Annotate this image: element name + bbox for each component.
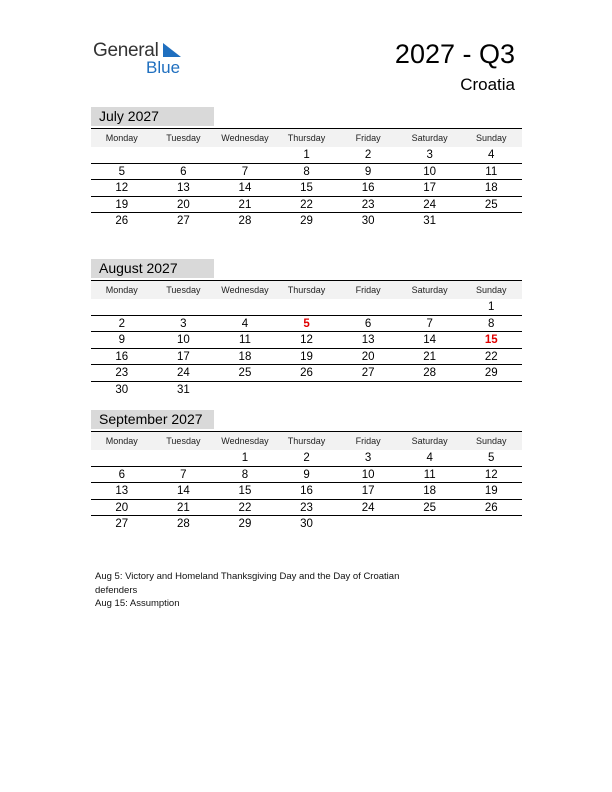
week-row [91,164,522,181]
weekday-label: Saturday [411,133,448,143]
week-row [91,450,522,467]
day-cell: 9 [303,468,310,481]
weekday-label: Thursday [287,133,326,143]
day-cell: 22 [484,350,498,363]
month-block [91,259,522,398]
weekday-header [91,128,522,147]
week-row [91,516,522,533]
week-row [91,483,522,500]
day-cell: 23 [300,501,313,514]
day-cell: 26 [300,367,313,379]
week-row [91,213,522,230]
day-cell: 18 [238,350,252,363]
day-cell: 19 [300,350,313,363]
day-cell: 13 [361,334,375,346]
day-cell: 30 [361,215,375,227]
week-row [91,500,522,517]
logo-general-text: General [93,40,159,61]
day-cell: 7 [180,468,187,481]
day-cell: 29 [300,215,313,227]
brand-logo [93,40,188,80]
day-cell: 18 [423,485,437,497]
day-cell: 10 [176,334,190,346]
day-cell: 21 [176,501,190,514]
day-cell: 4 [488,149,495,161]
holiday-day-cell: 5 [303,317,310,330]
day-cell: 31 [423,215,437,227]
day-cell [91,450,153,466]
day-cell: 1 [488,301,495,313]
day-cell: 13 [176,182,190,194]
day-cell [337,382,399,399]
day-cell: 16 [115,350,129,363]
day-cell: 28 [423,367,437,379]
day-cell: 25 [423,501,437,514]
day-cell [91,299,153,315]
weekday-label: Friday [355,436,381,446]
day-cell [399,299,461,315]
day-cell: 7 [426,317,433,330]
day-cell: 14 [238,182,252,194]
weekday-label: Saturday [411,436,448,446]
day-cell [337,516,399,533]
weekday-label: Wednesday [221,133,269,143]
day-cell [460,213,522,230]
day-cell [460,382,522,399]
weekday-label: Tuesday [166,436,201,446]
weekday-label: Thursday [287,436,326,446]
day-cell: 25 [484,198,498,211]
day-cell: 5 [488,452,495,464]
day-cell: 23 [115,367,129,379]
day-cell: 18 [484,182,498,194]
day-cell: 6 [364,317,372,330]
month-block [91,107,522,230]
day-cell: 11 [485,165,498,178]
week-row [91,180,522,197]
day-cell: 17 [361,485,375,497]
day-cell: 21 [423,350,437,363]
holiday-note: Aug 15: Assumption [95,598,180,609]
day-cell [214,147,276,163]
day-cell: 31 [176,383,190,396]
day-cell: 6 [118,468,125,481]
day-cell: 20 [115,501,129,514]
week-row [91,467,522,484]
day-cell: 27 [176,215,190,227]
day-cell [153,299,215,315]
day-cell: 27 [361,367,375,379]
weekday-label: Thursday [287,285,326,295]
day-cell: 23 [361,198,375,211]
day-cell: 12 [115,182,129,194]
day-cell: 26 [484,501,498,514]
day-cell: 20 [361,350,375,363]
day-cell: 5 [118,165,125,178]
day-cell: 22 [300,198,313,211]
day-cell [399,382,461,399]
day-cell: 7 [241,165,249,178]
page-title: 2027 - Q3 [394,39,515,69]
day-cell [91,147,153,163]
month-title: July 2027 [91,107,214,126]
day-cell: 16 [300,485,313,497]
day-cell: 14 [423,334,437,346]
day-cell: 19 [115,198,129,211]
day-cell: 4 [241,317,249,330]
day-cell: 29 [484,367,498,379]
day-cell: 3 [426,149,433,161]
day-cell: 8 [241,468,249,481]
day-cell: 20 [176,198,190,211]
day-cell: 10 [361,468,375,481]
weekday-label: Monday [105,285,138,295]
day-cell [214,382,276,399]
weekday-label: Tuesday [166,285,201,295]
day-cell: 2 [118,317,125,330]
week-row [91,349,522,366]
day-cell: 30 [115,383,129,396]
day-cell: 3 [364,452,372,464]
day-cell: 25 [238,367,252,379]
day-cell: 1 [303,149,310,161]
logo-blue-text: Blue [146,58,181,77]
weekday-label: Wednesday [221,285,269,295]
day-cell: 14 [176,485,190,497]
country-name: Croatia [460,75,515,94]
day-cell: 9 [364,165,372,178]
day-cell: 22 [238,501,252,514]
week-row [91,147,522,164]
weekday-label: Monday [105,436,138,446]
weekday-label: Saturday [411,285,448,295]
day-cell: 17 [176,350,190,363]
day-cell [399,516,461,533]
day-cell: 8 [303,165,310,178]
day-cell: 12 [300,334,313,346]
day-cell: 28 [238,215,252,227]
weekday-label: Tuesday [166,133,201,143]
day-cell [337,299,399,315]
day-cell [460,516,522,533]
day-cell: 11 [238,334,251,346]
day-cell: 2 [303,452,310,464]
day-cell: 4 [426,452,433,464]
weekday-header [91,431,522,450]
day-cell: 16 [361,182,375,194]
week-row [91,365,522,382]
day-cell: 11 [423,468,436,481]
day-cell: 26 [115,215,129,227]
day-cell: 13 [115,485,129,497]
day-cell: 24 [176,367,190,379]
day-cell: 19 [484,485,498,497]
day-cell: 12 [484,468,498,481]
weekday-label: Monday [105,133,138,143]
day-cell: 29 [238,518,252,530]
day-cell: 28 [176,518,190,530]
day-cell [276,382,338,399]
day-cell: 10 [423,165,437,178]
weekday-label: Sunday [475,436,507,446]
month-title: September 2027 [91,410,214,429]
day-cell: 17 [423,182,437,194]
weekday-label: Sunday [475,285,507,295]
weekday-label: Sunday [475,133,507,143]
day-cell: 9 [118,334,125,346]
day-cell: 30 [300,518,313,530]
week-row [91,316,522,333]
day-cell: 2 [364,149,372,161]
day-cell: 24 [361,501,375,514]
day-cell [276,299,338,315]
week-row [91,299,522,316]
day-cell: 15 [238,485,252,497]
week-row [91,382,522,399]
day-cell [214,299,276,315]
week-row [91,197,522,214]
day-cell: 8 [488,317,495,330]
day-cell: 6 [180,165,187,178]
weekday-label: Wednesday [221,436,269,446]
weekday-label: Friday [355,285,381,295]
holiday-note: Aug 5: Victory and Homeland Thanksgiving Day and the Day of Croatian defenders [95,571,400,596]
day-cell: 21 [238,198,252,211]
holiday-notes [95,570,415,611]
day-cell: 15 [300,182,313,194]
day-cell [153,147,215,163]
holiday-day-cell: 15 [484,334,498,346]
weekday-label: Friday [355,133,381,143]
day-cell: 1 [241,452,249,464]
month-title: August 2027 [91,259,214,278]
logo-triangle-icon [161,43,183,59]
day-cell: 3 [180,317,187,330]
month-block [91,410,522,533]
day-cell [153,450,215,466]
week-row [91,332,522,349]
weekday-header [91,280,522,299]
day-cell: 27 [115,518,129,530]
day-cell: 24 [423,198,437,211]
